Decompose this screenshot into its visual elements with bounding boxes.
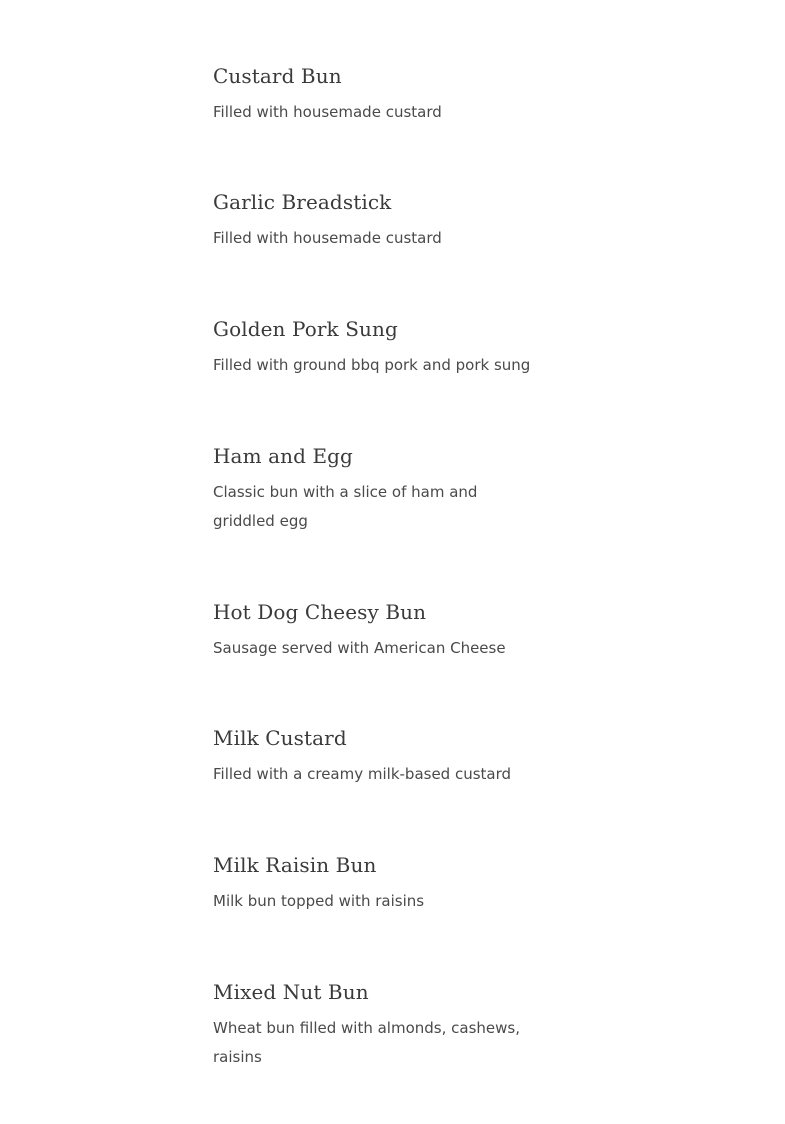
menu-item-ham-and-egg <box>213 442 533 536</box>
menu-item-description: Wheat bun filled with almonds, cashews, raisins <box>213 1019 520 1066</box>
menu-item-description: Filled with ground bbq pork and pork sung <box>213 356 531 374</box>
menu-item-milk-custard <box>213 724 533 789</box>
menu-item-garlic-breadstick <box>213 188 533 253</box>
menu-item-description: Milk bun topped with raisins <box>213 892 425 910</box>
menu-item-description: Filled with housemade custard <box>213 229 442 247</box>
menu-item-custard-bun <box>213 62 533 127</box>
menu-item-description: Filled with a creamy milk-based custard <box>213 765 512 783</box>
menu-item-milk-raisin-bun <box>213 851 533 916</box>
menu-item-name: Golden Pork Sung <box>213 317 398 341</box>
menu-item-description: Sausage served with American Cheese <box>213 639 506 657</box>
menu-item-description: Classic bun with a slice of ham and griddled egg <box>213 483 478 530</box>
menu-item-name: Mixed Nut Bun <box>213 980 369 1004</box>
menu-item-name: Garlic Breadstick <box>213 190 392 214</box>
menu-item-description: Filled with housemade custard <box>213 103 442 121</box>
menu-item-name: Hot Dog Cheesy Bun <box>213 600 427 624</box>
menu-item-name: Milk Custard <box>213 726 347 750</box>
menu-item-golden-pork-sung <box>213 315 533 380</box>
menu-item-name: Ham and Egg <box>213 444 353 468</box>
menu-item-mixed-nut-bun <box>213 978 533 1072</box>
menu-item-name: Custard Bun <box>213 64 342 88</box>
menu-item-hot-dog-cheesy-bun <box>213 598 533 663</box>
menu-item-name: Milk Raisin Bun <box>213 853 377 877</box>
